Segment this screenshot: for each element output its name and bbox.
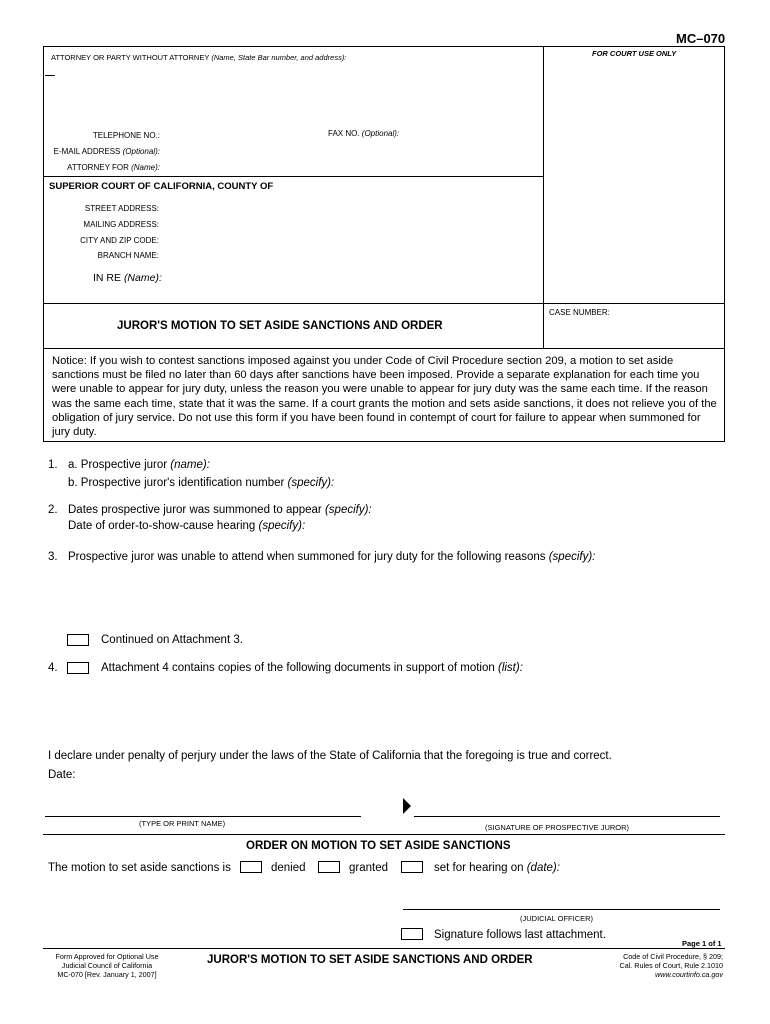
attorney-court-divider — [43, 176, 543, 177]
code-line-2: Cal. Rules of Court, Rule 2.1010 — [619, 961, 723, 970]
in-re-label: IN RE (Name): — [93, 272, 162, 284]
approved-line-2: Judicial Council of California — [61, 961, 153, 970]
header-top-border — [43, 46, 725, 47]
attachment-4-checkbox[interactable] — [67, 662, 89, 674]
item-1b-label: b. Prospective juror's identification number (specify): — [68, 477, 335, 489]
item-3-number: 3. — [48, 551, 58, 563]
notice-bottom-border — [43, 441, 725, 442]
mailing-address-label: MAILING ADDRESS: — [83, 220, 159, 229]
header-left-border — [43, 46, 44, 442]
set-for-hearing-label: set for hearing on (date): — [434, 862, 560, 874]
signature-follows-label: Signature follows last attachment. — [434, 929, 606, 941]
item-1a-label: a. Prospective juror (name): — [68, 459, 210, 471]
denied-checkbox[interactable] — [240, 861, 262, 873]
signature-arrow-icon — [403, 798, 411, 814]
continued-attachment-3-label: Continued on Attachment 3. — [101, 634, 243, 646]
item-1-number: 1. — [48, 459, 58, 471]
city-zip-label: CITY AND ZIP CODE: — [80, 236, 159, 245]
courtinfo-link[interactable]: www.courtinfo.ca.gov — [655, 970, 723, 979]
declaration-text: I declare under penalty of perjury under the laws of the State of California that the foregoing is true and correct. — [48, 750, 612, 762]
court-name-label: SUPERIOR COURT OF CALIFORNIA, COUNTY OF — [49, 181, 274, 192]
attorney-dash — [45, 75, 55, 76]
juror-signature-line — [414, 816, 720, 817]
approved-line-1: Form Approved for Optional Use — [55, 952, 159, 961]
attorney-label: ATTORNEY OR PARTY WITHOUT ATTORNEY (Name, State Bar number, and address): — [51, 53, 347, 62]
case-number-label: CASE NUMBER: — [549, 308, 610, 317]
order-heading: ORDER ON MOTION TO SET ASIDE SANCTIONS — [246, 840, 511, 852]
fax-label: FAX NO. (Optional): — [328, 129, 400, 138]
granted-label: granted — [349, 862, 389, 874]
code-reference-block — [560, 952, 723, 979]
form-number: MC–070 — [676, 31, 726, 46]
footer-title: JUROR'S MOTION TO SET ASIDE SANCTIONS AND ORDER — [207, 954, 533, 966]
judicial-officer-line — [403, 909, 720, 910]
type-print-name-caption: (TYPE OR PRINT NAME) — [139, 819, 226, 828]
notice-text: Notice: If you wish to contest sanctions imposed against you under Code of Civil Procedure section 209, a motion to set aside sanctions must be filed no later than 60 days after sanctions have been imposed. Provide a separate explanation for each time you were unable to appear for jury duty, unless the reason you were unable to appear for jury duty was the same each time. If the reason was the same each time, state that it was the same. If a court grants the motion and sets aside sanctions, it does not relieve you of the obligation of jury service. Do not use this form if you have been found in contempt of court for failure to appear when summoned for jury duty. — [52, 355, 717, 439]
footer-divider-line — [43, 948, 725, 949]
court-use-label: FOR COURT USE ONLY — [592, 49, 677, 58]
set-for-hearing-checkbox[interactable] — [401, 861, 423, 873]
telephone-label: TELEPHONE NO.: — [92, 131, 160, 140]
motion-is-label: The motion to set aside sanctions is — [48, 862, 231, 874]
header-right-border — [724, 46, 725, 442]
print-name-line — [45, 816, 361, 817]
order-divider-line — [43, 834, 725, 835]
signature-caption: (SIGNATURE OF PROSPECTIVE JUROR) — [485, 823, 630, 832]
branch-name-label: BRANCH NAME: — [97, 251, 159, 260]
page-number: Page 1 of 1 — [682, 939, 722, 948]
judicial-officer-caption: (JUDICIAL OFFICER) — [520, 914, 594, 923]
street-address-label: STREET ADDRESS: — [84, 204, 159, 213]
item-4-label: Attachment 4 contains copies of the following documents in support of motion (list): — [101, 662, 523, 674]
court-inre-divider — [43, 303, 725, 304]
continued-attachment-3-checkbox[interactable] — [67, 634, 89, 646]
approved-line-3: MC-070 [Rev. January 1, 2007] — [57, 970, 157, 979]
code-line-1: Code of Civil Procedure, § 209; — [623, 952, 723, 961]
item-4-number: 4. — [48, 662, 58, 674]
title-notice-divider — [43, 348, 725, 349]
signature-follows-checkbox[interactable] — [401, 928, 423, 940]
attorney-for-label: ATTORNEY FOR (Name): — [67, 163, 160, 172]
form-approved-block — [45, 952, 169, 979]
denied-label: denied — [271, 862, 306, 874]
item-3-label: Prospective juror was unable to attend when summoned for jury duty for the following reasons (specify): — [68, 551, 596, 563]
email-label: E-MAIL ADDRESS (Optional): — [53, 147, 160, 156]
form-title: JUROR'S MOTION TO SET ASIDE SANCTIONS AND ORDER — [117, 320, 443, 332]
item-2-label: Dates prospective juror was summoned to appear (specify): — [68, 504, 372, 516]
granted-checkbox[interactable] — [318, 861, 340, 873]
item-2b-label: Date of order-to-show-cause hearing (specify): — [68, 520, 306, 532]
item-2-number: 2. — [48, 504, 58, 516]
declaration-date-label: Date: — [48, 769, 76, 781]
